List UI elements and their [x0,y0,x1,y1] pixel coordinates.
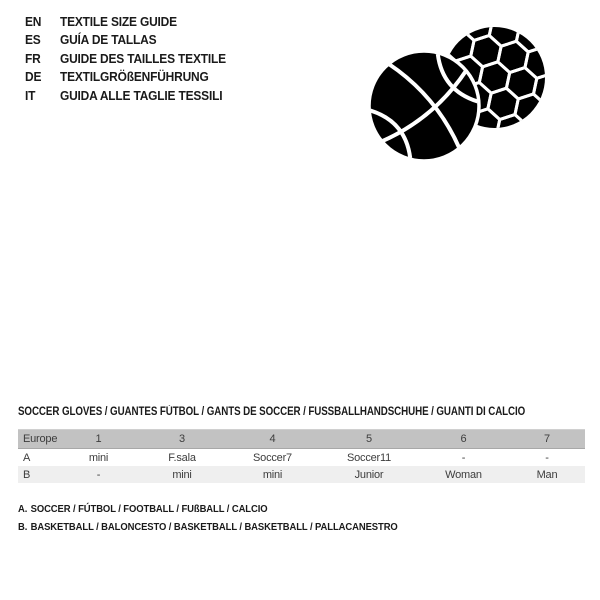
header-cell: 1 [58,430,139,449]
language-code: ES [25,32,41,48]
language-row [25,87,226,105]
language-code: IT [25,87,36,103]
language-label: GUÍA DE TALLAS [59,32,157,48]
table-cell: Junior [320,466,418,483]
language-label: TEXTILE SIZE GUIDE [59,14,177,29]
note-row [18,501,398,519]
language-row [25,31,226,49]
language-guide [25,13,226,105]
note-row [18,519,398,537]
table-cell: Soccer11 [320,449,418,467]
note-label: B. [18,520,28,533]
table-cell: Woman [418,466,509,483]
header-cell: 5 [320,430,418,449]
header-cell: 3 [139,430,225,449]
header-cell: 7 [509,430,585,449]
language-code: EN [25,14,42,29]
size-table [18,429,585,483]
language-code: DE [25,69,42,85]
note-text: BASKETBALL / BALONCESTO / BASKETBALL / BASKETBALL / PALLACANESTRO [30,520,398,533]
basketball-soccer-ball-icon [365,15,560,175]
language-row [25,13,226,31]
language-label: TEXTILGRÖßENFÜHRUNG [59,69,209,85]
table-cell: - [509,449,585,467]
table-cell: Man [509,466,585,483]
size-guide-title: SOCCER GLOVES / GUANTES FÚTBOL / GANTS DE SOCCER / FUSSBALLHANDSCHUHE / GUANTI DI CALCIO [18,406,526,418]
table-cell: B [18,466,58,483]
table-cell: - [418,449,509,467]
language-row [25,68,226,86]
header-cell: 4 [225,430,320,449]
size-table-row-a [18,449,585,467]
language-label: GUIDE DES TAILLES TEXTILE [59,50,226,66]
size-table-row-b [18,466,585,483]
table-cell: A [18,449,58,467]
table-cell: F.sala [139,449,225,467]
language-code: FR [25,50,41,66]
size-table-header-row [18,430,585,449]
note-label: A. [18,503,28,515]
table-cell: Soccer7 [225,449,320,467]
table-cell: mini [139,466,225,483]
language-label: GUIDA ALLE TAGLIE TESSILI [59,87,223,103]
size-guide-notes [18,501,398,536]
header-cell: Europe [18,430,58,449]
table-cell: mini [58,449,139,467]
table-cell: mini [225,466,320,483]
header-cell: 6 [418,430,509,449]
language-row [25,50,226,68]
table-cell: - [58,466,139,483]
note-text: SOCCER / FÚTBOL / FOOTBALL / FUßBALL / CALCIO [30,503,268,515]
